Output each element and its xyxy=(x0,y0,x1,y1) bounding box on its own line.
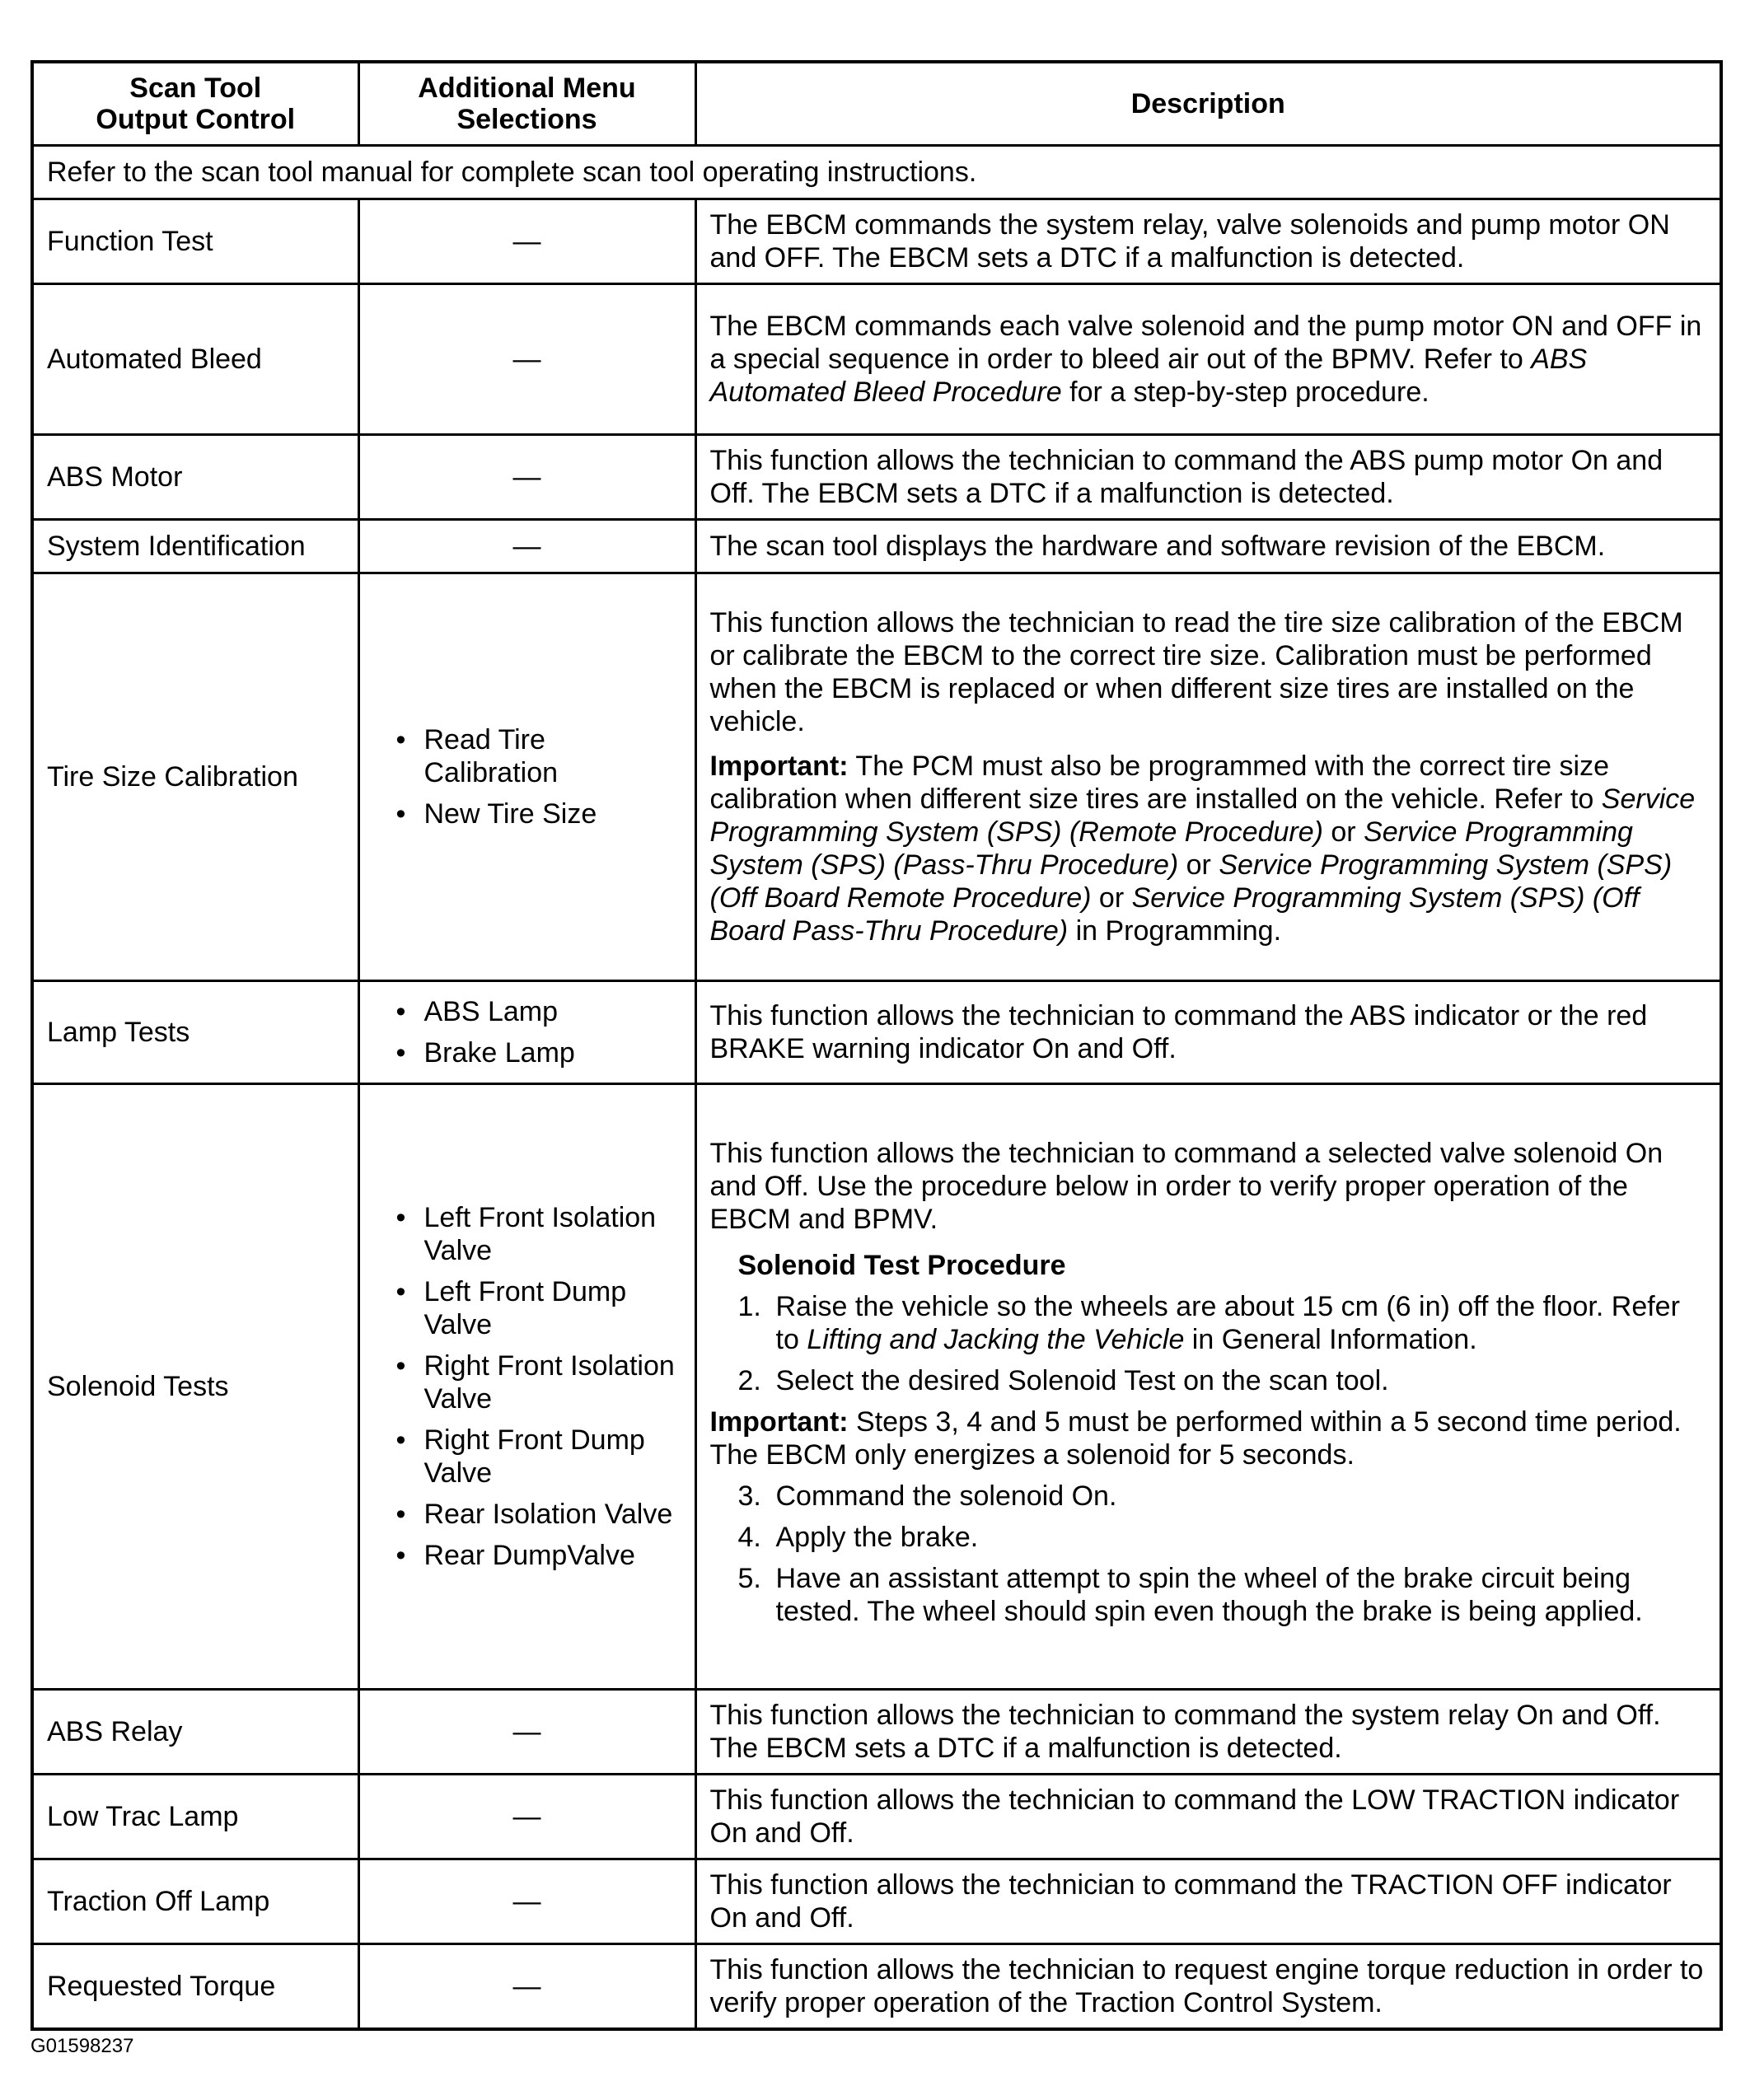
list-item: • Left Front Dump Valve xyxy=(396,1275,681,1341)
list-item: • Brake Lamp xyxy=(396,1036,681,1069)
table-row xyxy=(32,1084,1721,1690)
important-label: Important: xyxy=(709,1406,849,1438)
desc-text: Steps 3, 4 and 5 must be performed within a 5 second time period. The EBCM only energizes a solenoid for 5 seconds. xyxy=(709,1406,1682,1471)
desc-abs-relay: This function allows the technician to command the system relay On and Off. The EBCM sets a DTC if a malfunction is detected. xyxy=(695,1690,1721,1775)
control-lamp-tests: Lamp Tests xyxy=(32,981,358,1084)
important-note xyxy=(710,750,1707,947)
selection-list xyxy=(396,1201,681,1572)
desc-lamp-tests: This function allows the technician to command the ABS indicator or the red BRAKE warning indicator On and Off. xyxy=(695,981,1721,1084)
no-selection-dash xyxy=(358,1690,695,1775)
procedure-step xyxy=(738,1480,1707,1513)
dash: — xyxy=(512,1971,541,2002)
desc-abs-motor: This function allows the technician to command the ABS pump motor On and Off. The EBCM sets a DTC if a malfunction is detected. xyxy=(695,435,1721,520)
step-text: in General Information. xyxy=(1184,1324,1477,1355)
header-menu-selections xyxy=(358,62,695,146)
important-label: Important: xyxy=(709,751,849,782)
desc-text: or xyxy=(1178,849,1219,881)
step-number: 3. xyxy=(737,1480,761,1512)
no-selection-dash xyxy=(358,1944,695,2030)
desc-text: in Programming. xyxy=(1068,915,1282,947)
procedure-steps xyxy=(710,1290,1707,1397)
dash: — xyxy=(512,1801,541,1832)
desc-automated-bleed xyxy=(695,284,1721,435)
desc-paragraph: This function allows the technician to read the tire size calibration of the EBCM or calibrate the EBCM to the correct tire size. Calibration must be performed when the EBCM is replaced or when different size tires are installed on the vehicle. xyxy=(709,607,1683,737)
desc-text: The PCM must also be programmed with the correct tire size calibration when different size tires are installed on the vehicle. Refer to xyxy=(709,751,1609,815)
no-selection-dash xyxy=(358,284,695,435)
cross-reference: Service Programming System (SPS) (Pass-Thru Procedure) xyxy=(709,816,1633,881)
table-row xyxy=(32,1690,1721,1775)
header-output-control-line1: Scan Tool xyxy=(129,72,262,104)
control-tire-size-calibration: Tire Size Calibration xyxy=(32,573,358,981)
list-item: • Rear DumpValve xyxy=(396,1539,681,1572)
step-number: 5. xyxy=(737,1563,761,1594)
desc-low-trac-lamp: This function allows the technician to command the LOW TRACTION indicator On and Off. xyxy=(695,1775,1721,1859)
table-row xyxy=(32,1775,1721,1859)
dash: — xyxy=(512,1716,541,1747)
table-row xyxy=(32,435,1721,520)
selections-solenoid-tests xyxy=(358,1084,695,1690)
control-solenoid-tests: Solenoid Tests xyxy=(32,1084,358,1690)
step-number: 1. xyxy=(737,1291,761,1322)
no-selection-dash xyxy=(358,435,695,520)
desc-text: or xyxy=(1322,816,1364,848)
procedure-step xyxy=(738,1562,1707,1628)
desc-requested-torque: This function allows the technician to request engine torque reduction in order to verify proper operation of the Traction Control System. xyxy=(695,1944,1721,2030)
list-item: • Right Front Isolation Valve xyxy=(396,1349,681,1415)
header-output-control-line2: Output Control xyxy=(96,104,296,135)
header-menu-selections-line1: Additional Menu xyxy=(418,72,636,104)
header-output-control xyxy=(32,62,358,146)
dash: — xyxy=(512,226,541,257)
dash: — xyxy=(512,344,541,375)
note-row xyxy=(32,146,1721,199)
desc-system-identification: The scan tool displays the hardware and software revision of the EBCM. xyxy=(695,520,1721,573)
procedure-step xyxy=(738,1521,1707,1554)
procedure-steps xyxy=(710,1480,1707,1628)
list-item: • Rear Isolation Valve xyxy=(396,1498,681,1531)
procedure-title: Solenoid Test Procedure xyxy=(737,1250,1066,1281)
no-selection-dash xyxy=(358,1775,695,1859)
header-description: Description xyxy=(695,62,1721,146)
selection-list xyxy=(396,995,681,1069)
control-system-identification: System Identification xyxy=(32,520,358,573)
step-text: Command the solenoid On. xyxy=(775,1480,1117,1512)
desc-paragraph: This function allows the technician to command a selected valve solenoid On and Off. Use the procedure below in order to verify proper operation of the EBCM and BPMV. xyxy=(709,1138,1663,1235)
control-abs-relay: ABS Relay xyxy=(32,1690,358,1775)
step-number: 4. xyxy=(737,1522,761,1553)
control-automated-bleed: Automated Bleed xyxy=(32,284,358,435)
cross-reference: Service Programming System (SPS) (Off Board Remote Procedure) xyxy=(709,849,1673,914)
important-note xyxy=(710,1405,1707,1471)
no-selection-dash xyxy=(358,199,695,284)
desc-text: for a step-by-step procedure. xyxy=(1061,377,1429,408)
desc-function-test: The EBCM commands the system relay, valve solenoids and pump motor ON and OFF. The EBCM sets a DTC if a malfunction is detected. xyxy=(695,199,1721,284)
scan-tool-output-controls-sheet xyxy=(30,60,1720,2031)
table-row xyxy=(32,1944,1721,2030)
dash: — xyxy=(512,461,541,493)
figure-id: G01598237 xyxy=(30,2035,134,2057)
table-row xyxy=(32,1859,1721,1944)
step-number: 2. xyxy=(737,1365,761,1396)
table-row xyxy=(32,573,1721,981)
selections-lamp-tests xyxy=(358,981,695,1084)
cross-reference: Service Programming System (SPS) (Remote Procedure) xyxy=(709,783,1696,848)
desc-traction-off-lamp: This function allows the technician to command the TRACTION OFF indicator On and Off. xyxy=(695,1859,1721,1944)
step-text: Raise the vehicle so the wheels are about 15 cm (6 in) off the floor. Refer to xyxy=(775,1291,1680,1355)
procedure-step xyxy=(738,1364,1707,1397)
dash: — xyxy=(512,1886,541,1917)
list-item: • Read Tire Calibration xyxy=(396,723,681,789)
procedure-step xyxy=(738,1290,1707,1356)
table-row xyxy=(32,199,1721,284)
desc-text: The EBCM commands each valve solenoid and the pump motor ON and OFF in a special sequence in order to bleed air out of the BPMV. Refer to xyxy=(709,311,1702,375)
no-selection-dash xyxy=(358,1859,695,1944)
output-controls-table xyxy=(30,60,1723,2031)
control-low-trac-lamp: Low Trac Lamp xyxy=(32,1775,358,1859)
header-menu-selections-line2: Selections xyxy=(456,104,597,135)
list-item: • Right Front Dump Valve xyxy=(396,1424,681,1490)
control-requested-torque: Requested Torque xyxy=(32,1944,358,2030)
selections-tire-size xyxy=(358,573,695,981)
control-abs-motor: ABS Motor xyxy=(32,435,358,520)
list-item: • ABS Lamp xyxy=(396,995,681,1028)
table-row xyxy=(32,520,1721,573)
no-selection-dash xyxy=(358,520,695,573)
cross-reference: Lifting and Jacking the Vehicle xyxy=(807,1324,1185,1355)
scan-tool-note: Refer to the scan tool manual for complete scan tool operating instructions. xyxy=(32,146,1721,199)
cross-reference: ABS Automated Bleed Procedure xyxy=(709,344,1588,408)
table-row xyxy=(32,981,1721,1084)
desc-text: or xyxy=(1091,882,1132,914)
table-row xyxy=(32,284,1721,435)
desc-solenoid-tests xyxy=(695,1084,1721,1690)
step-text: Select the desired Solenoid Test on the scan tool. xyxy=(775,1365,1389,1396)
header-row xyxy=(32,62,1721,146)
cross-reference: Service Programming System (SPS) (Off Board Pass-Thru Procedure) xyxy=(709,882,1640,947)
list-item: • Left Front Isolation Valve xyxy=(396,1201,681,1267)
control-function-test: Function Test xyxy=(32,199,358,284)
control-traction-off-lamp: Traction Off Lamp xyxy=(32,1859,358,1944)
step-text: Have an assistant attempt to spin the wheel of the brake circuit being tested. The wheel should spin even though the brake is being applied. xyxy=(775,1563,1643,1627)
desc-tire-size-calibration xyxy=(695,573,1721,981)
list-item: • New Tire Size xyxy=(396,797,681,830)
selection-list xyxy=(396,723,681,830)
dash: — xyxy=(512,531,541,562)
step-text: Apply the brake. xyxy=(775,1522,979,1553)
